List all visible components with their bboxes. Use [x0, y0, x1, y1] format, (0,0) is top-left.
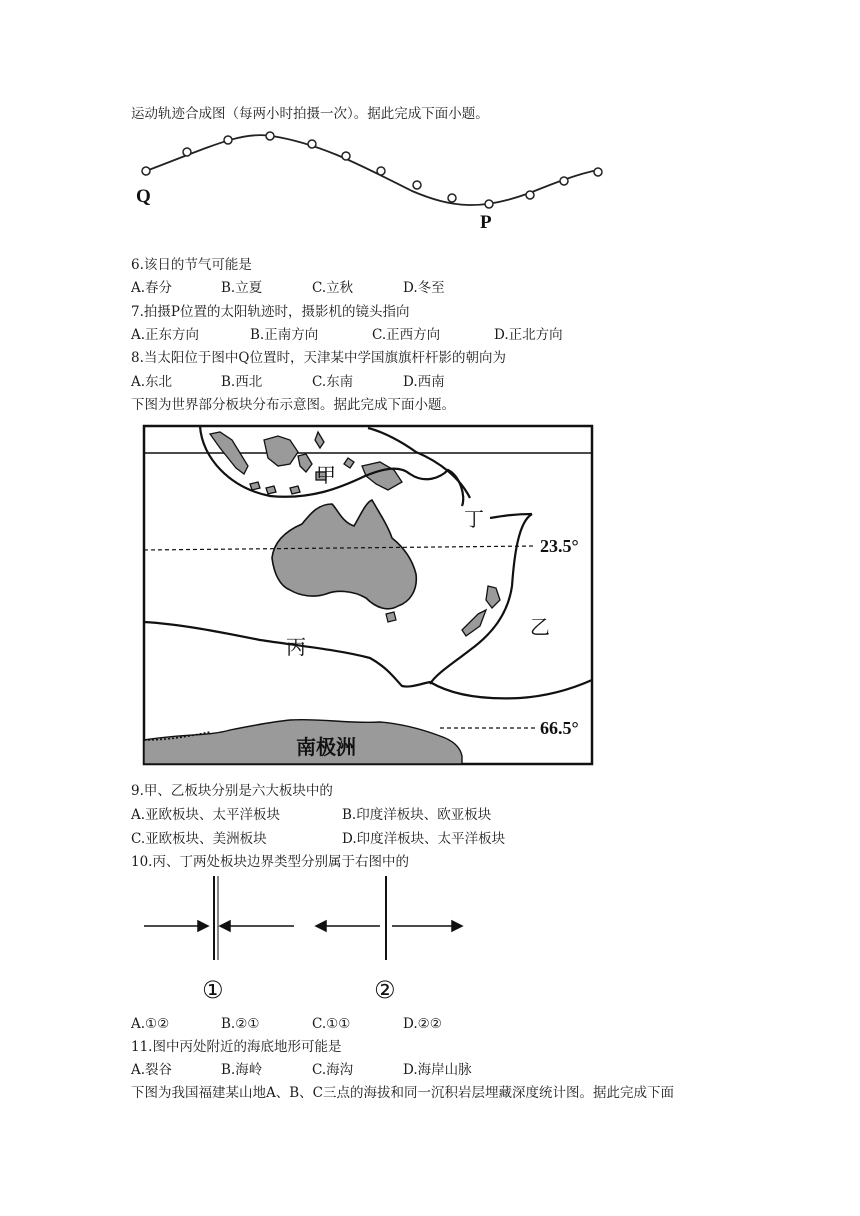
q6-option-c[interactable]: C.立秋: [312, 280, 354, 296]
q11-option-d[interactable]: D.海岸山脉: [403, 1062, 472, 1078]
q6-option-a[interactable]: A.春分: [131, 280, 173, 296]
plate-map: [140, 418, 596, 770]
next-intro-text: 下图为我国福建某山地A、B、C三点的海拔和同一沉积岩层埋藏深度统计图。据此完成下面: [131, 1085, 674, 1101]
sun-position-markers: [142, 132, 602, 208]
q8-option-c[interactable]: C.东南: [312, 374, 354, 390]
q7-option-c[interactable]: C.正西方向: [372, 327, 441, 343]
q7-stem: 7.拍摄P位置的太阳轨迹时，摄影机的镜头指向: [131, 304, 410, 320]
intro-text: 运动轨迹合成图（每两小时拍摄一次）。据此完成下面小题。: [131, 106, 489, 122]
q10-option-a[interactable]: A.①②: [131, 1016, 170, 1032]
q11-stem: 11.图中丙处附近的海底地形可能是: [131, 1039, 342, 1055]
q8-option-a[interactable]: A.东北: [131, 374, 173, 390]
label-latitude-23-5: 23.5°: [540, 536, 579, 556]
diagram-label-1: ①: [202, 976, 224, 1004]
label-yi: 乙: [530, 615, 550, 639]
sun-trajectory-figure: [132, 126, 608, 234]
q6-stem: 6.该日的节气可能是: [131, 257, 252, 273]
q9-option-c[interactable]: C.亚欧板块、美洲板块: [131, 831, 267, 847]
label-ding: 丁: [464, 507, 484, 531]
q8-option-d[interactable]: D.西南: [403, 374, 445, 390]
q11-option-a[interactable]: A.裂谷: [131, 1062, 173, 1078]
q10-option-c[interactable]: C.①①: [312, 1016, 351, 1032]
label-latitude-66-5: 66.5°: [540, 718, 579, 738]
q10-option-b[interactable]: B.②①: [221, 1016, 260, 1032]
q6-option-b[interactable]: B.立夏: [221, 280, 263, 296]
boundary-type-diagram: [140, 872, 470, 1006]
q7-option-a[interactable]: A.正东方向: [131, 327, 200, 343]
label-p: P: [480, 212, 492, 233]
q6-option-d[interactable]: D.冬至: [403, 280, 445, 296]
q11-option-b[interactable]: B.海岭: [221, 1062, 263, 1078]
label-jia: 甲: [316, 463, 336, 487]
label-q: Q: [136, 186, 151, 207]
diagram-label-2: ②: [374, 976, 396, 1004]
q10-option-d[interactable]: D.②②: [403, 1016, 442, 1032]
q7-option-b[interactable]: B.正南方向: [250, 327, 319, 343]
q8-option-b[interactable]: B.西北: [221, 374, 263, 390]
q9-option-d[interactable]: D.印度洋板块、太平洋板块: [342, 831, 506, 847]
q8-stem: 8.当太阳位于图中Q位置时，天津某中学国旗旗杆杆影的朝向为: [131, 350, 506, 366]
q10-stem: 10.丙、丁两处板块边界类型分别属于右图中的: [131, 854, 409, 870]
q7-option-d[interactable]: D.正北方向: [494, 327, 563, 343]
q11-option-c[interactable]: C.海沟: [312, 1062, 354, 1078]
q9-stem: 9.甲、乙板块分别是六大板块中的: [131, 783, 333, 799]
q9-option-b[interactable]: B.印度洋板块、欧亚板块: [342, 807, 492, 823]
label-antarctica: 南极洲: [296, 735, 356, 759]
map-intro-text: 下图为世界部分板块分布示意图。据此完成下面小题。: [131, 397, 455, 413]
label-bing: 丙: [286, 635, 306, 659]
q9-option-a[interactable]: A.亚欧板块、太平洋板块: [131, 807, 281, 823]
